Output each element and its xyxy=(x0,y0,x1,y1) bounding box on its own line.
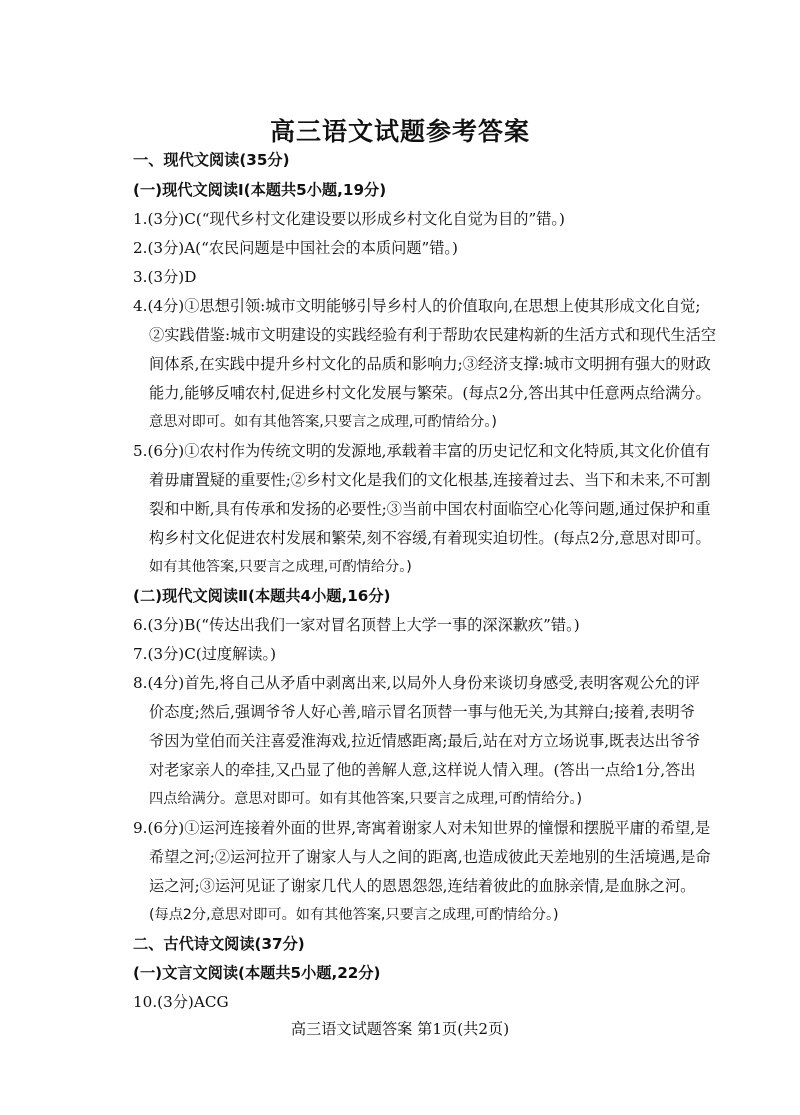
text-line: ②实践借鉴:城市文明建设的实践经验有利于帮助农民建构新的生活方式和现代生活空 xyxy=(149,326,717,344)
text-line: 构乡村文化促进农村发展和繁荣,刻不容缓,有着现实迫切性。(每点2分,意思对即可。 xyxy=(149,529,711,547)
text-line: 2.(3分)A(“农民问题是中国社会的本质问题”错。) xyxy=(133,239,458,257)
text-line: 1.(3分)C(“现代乡村文化建设要以形成乡村文化自觉为目的”错。) xyxy=(133,210,565,228)
text-line: 4.(4分)①思想引领:城市文明能够引导乡村人的价值取向,在思想上使其形成文化自觉; xyxy=(133,297,701,315)
text-line: (每点2分,意思对即可。如有其他答案,只要言之成理,可酌情给分。) xyxy=(149,907,559,923)
page-footer: 高三语文试题答案 第1页(共2页) xyxy=(290,1020,510,1038)
text-line: 一、现代文阅读(35分) xyxy=(133,151,290,169)
text-line: 价态度;然后,强调爷爷人好心善,暗示冒名顶替一事与他无关,为其辩白;接着,表明爷 xyxy=(149,703,695,721)
text-line: (一)现代文阅读Ⅰ(本题共5小题,19分) xyxy=(133,181,387,199)
text-line: 意思对即可。如有其他答案,只要言之成理,可酌情给分。) xyxy=(149,414,497,430)
text-line: 四点给满分。意思对即可。如有其他答案,只要言之成理,可酌情给分。) xyxy=(149,791,583,807)
text-line: 8.(4分)首先,将自己从矛盾中剥离出来,以局外人身份来谈切身感受,表明客观公允的评 xyxy=(133,674,700,692)
text-line: 如有其他答案,只要言之成理,可酌情给分。) xyxy=(149,559,412,575)
text-line: 10.(3分)ACG xyxy=(133,993,229,1011)
text-line: 6.(3分)B(“传达出我们一家对冒名顶替上大学一事的深深歉疚”错。) xyxy=(133,616,580,634)
text-line: 裂和中断,具有传承和发扬的必要性;③当前中国农村面临空心化等问题,通过保护和重 xyxy=(149,500,711,518)
text-line: 希望之河;②运河拉开了谢家人与人之间的距离,也造成彼此天差地别的生活境遇,是命 xyxy=(149,848,711,866)
text-line: 着毋庸置疑的重要性;②乡村文化是我们的文化根基,连接着过去、当下和未来,不可割 xyxy=(149,471,711,489)
text-line: 能力,能够反哺农村,促进乡村文化发展与繁荣。(每点2分,答出其中任意两点给满分。 xyxy=(149,384,711,402)
text-line: 间体系,在实践中提升乡村文化的品质和影响力;③经济支撑:城市文明拥有强大的财政 xyxy=(149,355,711,373)
text-line: 二、古代诗文阅读(37分) xyxy=(133,935,305,953)
text-line: 对老家亲人的牵挂,又凸显了他的善解人意,这样说人情入理。(答出一点给1分,答出 xyxy=(149,761,696,779)
page-title: 高三语文试题参考答案 xyxy=(269,117,530,146)
text-line: (一)文言文阅读(本题共5小题,22分) xyxy=(133,964,381,982)
text-line: 3.(3分)D xyxy=(133,268,197,286)
text-line: 9.(6分)①运河连接着外面的世界,寄寓着谢家人对未知世界的憧憬和摆脱平庸的希望,是 xyxy=(133,819,711,837)
text-line: (二)现代文阅读Ⅱ(本题共4小题,16分) xyxy=(133,587,391,605)
text-line: 7.(3分)C(过度解读。) xyxy=(133,645,276,663)
text-line: 运之河;③运河见证了谢家几代人的恩恩怨怨,连结着彼此的血脉亲情,是血脉之河。 xyxy=(149,877,696,895)
text-line: 爷因为堂伯而关注喜爱淮海戏,拉近情感距离;最后,站在对方立场说事,既表达出爷爷 xyxy=(149,732,701,750)
text-line: 5.(6分)①农村作为传统文明的发源地,承载着丰富的历史记忆和文化特质,其文化价值有 xyxy=(133,442,711,460)
